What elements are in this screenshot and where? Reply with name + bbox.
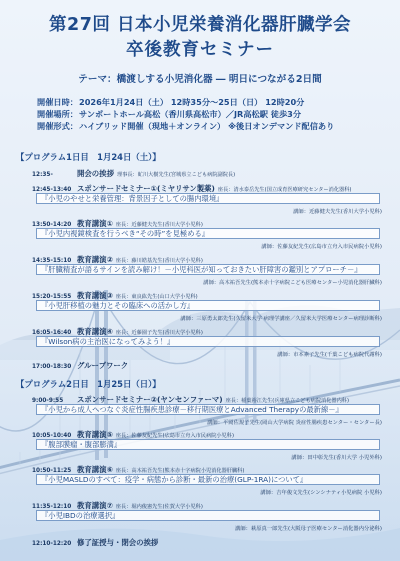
- program-row: 9:00-9:55 スポンサードセミナー②(ヤンセンファーマ) 座長：稲葉裕江先生(兵庫県立こども病院消化器内科): [32, 395, 349, 404]
- title-line-1: 第27回 日本小児栄養消化器肝臓学会: [49, 15, 351, 35]
- lecture-title-box: 『小児から成人へつなぐ炎症性腸疾患診療－移行期医療とAdvanced Therapyの最新線－』: [36, 404, 380, 415]
- info-date: 開催日時：2026年1月24日（土） 12時35分〜25日（日） 12時20分: [37, 97, 305, 107]
- lecture-title-box: 『腹部膜瘤・腹部膨満』: [36, 439, 380, 450]
- program-row: 10:50-11:25 教育講演⑥ 座長：高木祐吾先生(熊本赤十字病院小児消化器肝臓科): [32, 465, 245, 474]
- theme-line: テーマ：橋渡しする小児消化器 ― 明日につながる2日間: [78, 74, 322, 85]
- speaker: 講師：佐藤友紀先生(広島市立舟入市民病院小児科): [261, 244, 382, 250]
- info-format: 開催形式：ハイブリッド開催（現地＋オンライン） ※後日オンデマンド配信あり: [37, 121, 335, 131]
- program-row: 17:00-18:30 グループワーク: [32, 361, 129, 370]
- lecture-title-box: 『肝臓精査が語るサインを読み解け！－小児科医が知っておきたい肝障害の鑑別とアプローチ－』: [36, 264, 380, 275]
- day1-heading: 【プログラム1日目 1月24日（土）】: [16, 152, 161, 162]
- lecture-title-box: 『Wilson病の主治医になってみよう！』: [36, 336, 380, 347]
- lecture-title-box: 『小児肝移植の魅力とその臨床への活かし方』: [36, 300, 380, 311]
- lecture-title-box: 『小児内視鏡検査を行うべき“その時”を見極める』: [36, 228, 380, 239]
- speaker: 講師：高木祐吾先生(熊本赤十字病院こども医療センター小児消化器肝臓科): [203, 280, 382, 286]
- program-row: 10:05-10:40 教育講演⑤ 座長：佐藤友紀先生(広島市立舟入市民病院小児科): [32, 430, 235, 439]
- lecture-title-box: 『小児のやせと栄養管理：背景因子としての腸内環境』: [36, 193, 380, 204]
- speaker: 講師：市本素子先生(千葉こども病院代謝科): [277, 352, 382, 358]
- title-line-2: 卒後教育セミナー: [126, 40, 274, 60]
- speaker: 講師：吉年俊文先生(シンシナティ小児病院 小児科): [260, 490, 382, 496]
- speaker: 講師：平岡佐規子先生(岡山大学病院 炎症性腸疾患センター・センター長): [207, 420, 382, 426]
- program-row: 15:20-15:55 教育講演③ 座長：東良紘先生(山口大学小児科): [32, 291, 198, 300]
- lecture-title-box: 『小児IBDの治療選択』: [36, 510, 380, 521]
- day2-heading: 【プログラム2日目 1月25日（日）】: [16, 379, 161, 389]
- program-row: 12:35- 開会の挨拶 理事長：虻川大樹先生(宮城県立こども病院副院長): [32, 169, 236, 178]
- program-row: 12:10-12:20 修了証授与・閉会の挨拶: [32, 538, 159, 547]
- info-venue: 開催場所：サンポートホール高松（香川県高松市）／JR高松駅 徒歩3分: [37, 109, 302, 119]
- speaker: 講師：田中彰先生(香川大学 小児外科): [291, 455, 382, 461]
- program-row: 13:50-14:20 教育講演① 座長：近藤健夫先生(香川大学小児科): [32, 219, 203, 228]
- program-row: 12:45-13:40 スポンサードセミナー①(ミヤリサン製薬) 座長：清水泰岳先生(国立成育医療研究センター消化器科): [32, 184, 352, 193]
- speaker: 講師：近藤健夫先生(香川大学小児科): [293, 209, 382, 215]
- program-row: 14:35-15:10 教育講演② 座長：藤川皓基先生(香川大学小児科): [32, 255, 203, 264]
- program-row: 16:05-16:40 教育講演④ 座長：近藤園子先生(香川大学小児科): [32, 327, 203, 336]
- speaker: 講師：萩原真一郎先生(大阪母子医療センター消化器内分泌科): [235, 526, 382, 532]
- speaker: 講師：三原勇太郎先生(久留米大学 病理学講座／久留米大学医療センター病理診断科): [180, 316, 382, 322]
- lecture-title-box: 『小児MASLDのすべて：疫学・病態から診断・最新の治療(GLP-1RA)について』: [36, 474, 380, 485]
- program-row: 11:35-12:10 教育講演⑦ 座長：堀内俊憲先生(佐賀大学小児科): [32, 501, 203, 510]
